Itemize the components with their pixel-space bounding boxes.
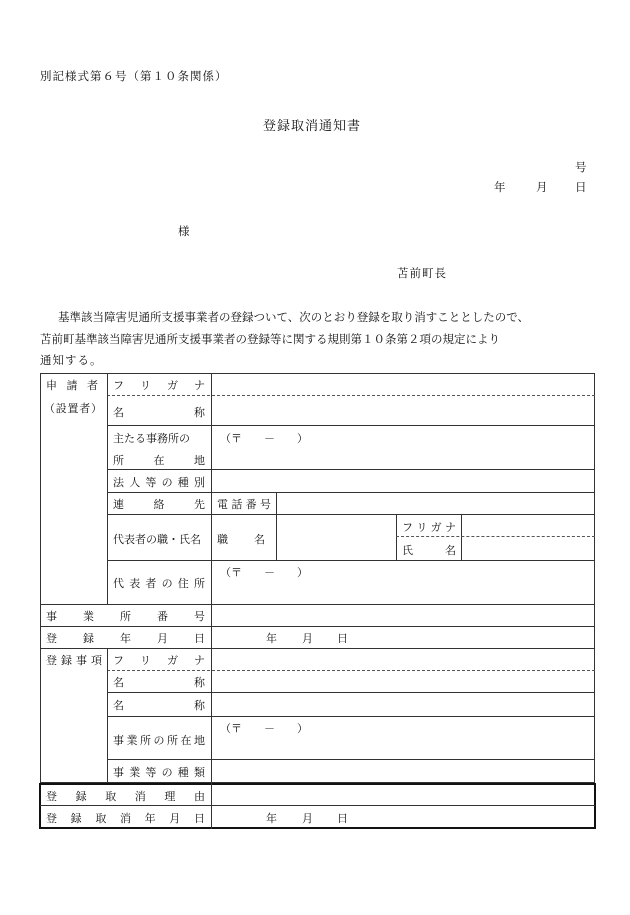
date-day: 日	[575, 180, 587, 194]
reg-date-label: 登 録 年 月 日	[46, 632, 205, 645]
main-office-label-1: 主たる事務所の	[113, 432, 190, 445]
phone-number-field[interactable]	[276, 492, 595, 514]
document-title: 登録取消通知書	[263, 119, 362, 134]
cancel-date-label: 登 録 取 消 年 月 日	[46, 812, 205, 825]
cancel-reason-label: 登 録 取 消 理 由	[46, 790, 205, 803]
body-line-3: 通知する。	[40, 353, 103, 367]
applicant-furigana-field[interactable]	[211, 373, 595, 395]
reg-name-label-2: 名 称	[113, 699, 205, 712]
reg-items-label: 登 録 事 項	[46, 654, 102, 667]
addressee-suffix: 様	[178, 224, 190, 238]
phone-label: 電 話 番 号	[217, 498, 271, 511]
form-reference: 別記様式第６号（第１０条関係）	[40, 69, 228, 83]
business-type-field[interactable]	[211, 759, 595, 783]
reg-furigana-field[interactable]	[211, 648, 595, 670]
reg-furigana-label: フ リ ガ ナ	[113, 654, 205, 667]
reg-name-field-2[interactable]	[211, 692, 595, 716]
position-field[interactable]	[276, 514, 396, 560]
main-office-postal: （〒 － ）	[220, 432, 308, 445]
reg-name-field-1[interactable]	[211, 670, 595, 692]
reg-date-year: 年	[266, 632, 277, 645]
office-address-postal: （〒 － ）	[220, 722, 308, 735]
reg-date-day: 日	[337, 632, 348, 645]
applicant-name-field[interactable]	[211, 395, 595, 425]
cancel-date-day: 日	[337, 812, 348, 825]
body-line-2: 苫前町基準該当障害児通所支援事業者の登録等に関する規則第１０条第２項の規定により	[40, 332, 500, 346]
cancel-date-year: 年	[266, 812, 277, 825]
position-label: 職 名	[217, 533, 265, 546]
body-line-1: 基準該当障害児通所支援事業者の登録ついて、次のとおり登録を取り消すこととしたので、	[58, 310, 530, 324]
applicant-sub-label: （ 設 置 者 ）	[44, 402, 102, 415]
issuer: 苫前町長	[397, 266, 447, 280]
office-number-label: 事 業 所 番 号	[46, 610, 205, 623]
rep-full-name-field[interactable]	[461, 514, 595, 560]
applicant-name-label: 名 称	[113, 406, 205, 419]
reg-name-label-1: 名 称	[113, 676, 205, 689]
reg-date-month: 月	[302, 632, 313, 645]
cancel-date-month: 月	[302, 812, 313, 825]
office-address-label: 事 業 所 の 所 在 地	[113, 734, 205, 747]
applicant-furigana-label: フ リ ガ ナ	[113, 379, 205, 392]
office-number-field[interactable]	[211, 604, 595, 626]
number-label: 号	[575, 160, 587, 174]
cancel-reason-field[interactable]	[212, 785, 593, 804]
rep-address-postal: （〒 － ）	[220, 566, 308, 579]
contact-label: 連 絡 先	[113, 498, 205, 511]
full-name-label: 氏 名	[402, 544, 456, 557]
rep-furigana-label: フ リ ガ ナ	[402, 521, 456, 534]
reg-items-group-cell	[40, 648, 107, 783]
date-year: 年	[494, 180, 506, 194]
applicant-label: 申 請 者	[46, 379, 98, 392]
rep-name-label: 代表者の職・氏名	[113, 533, 201, 546]
main-office-label-2: 所 在 地	[113, 454, 205, 467]
rep-address-label: 代 表 者 の 住 所	[113, 577, 205, 590]
corp-type-label: 法 人 等 の 種 別	[113, 476, 205, 489]
corp-type-field[interactable]	[211, 469, 595, 492]
date-month: 月	[536, 180, 548, 194]
business-type-label: 事 業 等 の 種 類	[113, 766, 205, 779]
